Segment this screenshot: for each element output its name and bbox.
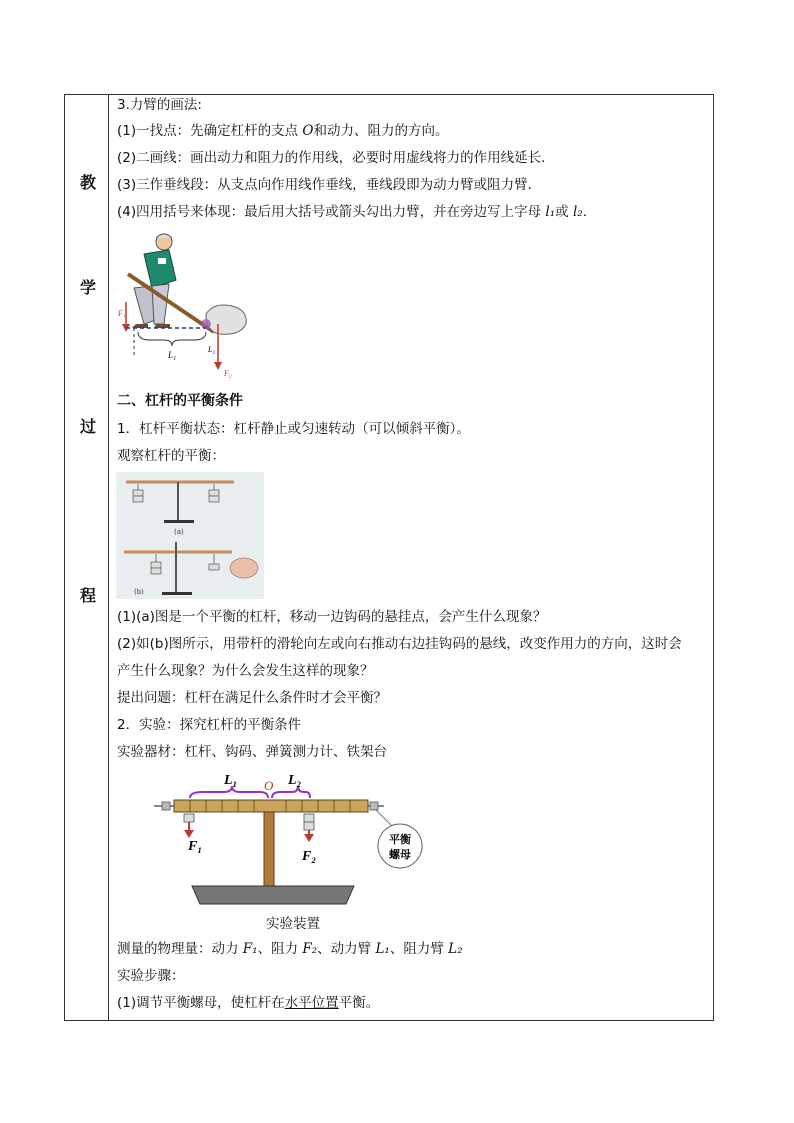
text-line: (2)二画线：画出动力和阻力的作用线，必要时用虚线将力的作用线延长． <box>117 150 555 166</box>
figure3-o-label: O <box>264 778 274 793</box>
text-line: 3.力臂的画法: <box>117 97 202 113</box>
text-line: 实验步骤： <box>117 968 185 984</box>
nut-label-line1: 平衡 <box>389 833 411 846</box>
figure1-f1-label: F₁ <box>118 309 126 318</box>
figure1-f2-label: F₂ <box>224 369 232 378</box>
text-line: (1)(a)图是一个平衡的杠杆，移动一边钩码的悬挂点，会产生什么现象？ <box>117 609 547 625</box>
photo-label-b: (b) <box>134 588 144 596</box>
text-line: (2)如(b)图所示，用带杆的滑轮向左或向右推动右边挂钩码的悬线，改变作用力的方向，这时会 <box>117 636 682 652</box>
text-line: 观察杠杆的平衡： <box>117 448 225 464</box>
figure1-l2-label: L₂ <box>208 345 216 354</box>
lever-balance-photo <box>116 472 264 599</box>
figure1-l1-label: L₁ <box>168 350 177 360</box>
side-label-xue: 学 <box>79 278 96 297</box>
section-heading: 二、杠杆的平衡条件 <box>117 393 243 409</box>
figure3-l2-label: L₂ <box>288 773 302 788</box>
lever-person-figure <box>114 228 254 380</box>
figure-caption: 实验装置 <box>266 916 320 932</box>
text-line: (1)调节平衡螺母，使杠杆在水平位置平衡。 <box>117 995 380 1011</box>
nut-label-line2: 螺母 <box>389 848 411 861</box>
text-line: 产生什么现象？为什么会发生这样的现象？ <box>117 663 374 679</box>
text-line: 1．杠杆平衡状态：杠杆静止或匀速转动（可以倾斜平衡）。 <box>117 421 470 437</box>
underlined-term: 水平位置 <box>284 995 339 1011</box>
figure3-f1-label: F₁ <box>188 839 203 854</box>
text-line: (1)一找点：先确定杠杆的支点 O和动力、阻力的方向。 <box>117 123 449 139</box>
side-label-guo: 过 <box>79 417 96 436</box>
side-label-jiao: 教 <box>79 173 96 192</box>
experiment-apparatus-figure <box>148 770 428 910</box>
side-label-cheng: 程 <box>79 586 96 605</box>
text-line: (3)三作垂线段：从支点向作用线作垂线，垂线段即为动力臂或阻力臂． <box>117 177 542 193</box>
figure3-f2-label: F₂ <box>302 849 317 864</box>
text-line: 提出问题：杠杆在满足什么条件时才会平衡？ <box>117 690 387 706</box>
text-line: 实验器材：杠杆、钩码、弹簧测力计、铁架台 <box>117 744 387 760</box>
figure3-l1-label: L₁ <box>224 773 238 788</box>
text-line: 2．实验：探究杠杆的平衡条件 <box>117 717 302 733</box>
text-line: 测量的物理量：动力 F₁、阻力 F₂、动力臂 L₁、阻力臂 L₂ <box>117 941 463 957</box>
text-line: (4)四用括号来体现：最后用大括号或箭头勾出力臂，并在旁边写上字母 l₁或 l₂. <box>117 204 587 220</box>
column-divider <box>108 94 109 1021</box>
photo-label-a: (a) <box>174 528 184 536</box>
